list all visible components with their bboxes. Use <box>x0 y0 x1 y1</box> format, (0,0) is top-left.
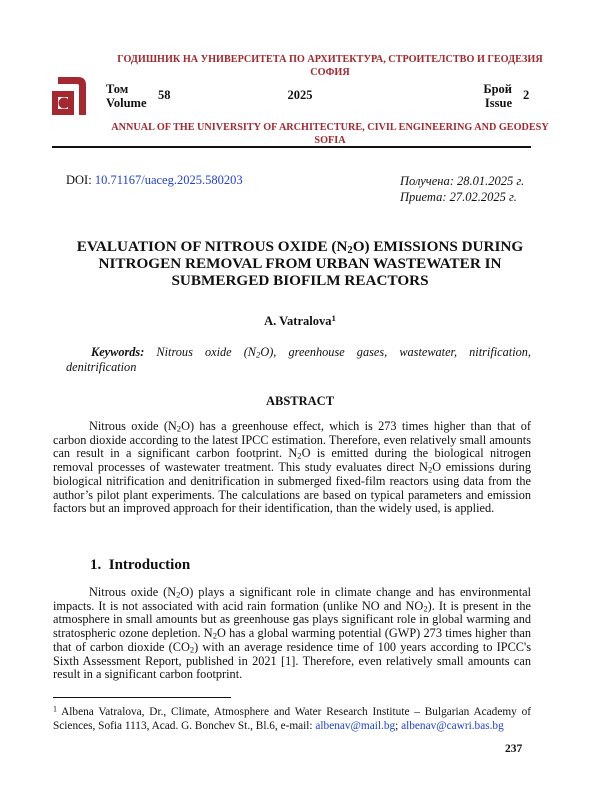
author-footnote-mark[interactable]: 1 <box>331 313 336 324</box>
subscript: 2 <box>427 464 433 475</box>
subscript: 2 <box>176 423 182 434</box>
email-separator: ; <box>395 719 402 732</box>
accepted-date: Приета: 27.02.2025 г. <box>400 190 517 204</box>
abstract-heading: ABSTRACT <box>265 394 335 408</box>
received-date: Получена: 28.01.2025 г. <box>400 174 525 188</box>
issue-label-en: Issue <box>484 96 512 110</box>
text-run: Nitrous oxide (N <box>89 585 177 599</box>
volume-label-bg: Том <box>106 82 129 96</box>
text-run: O is emitted during the biological nitrogen removal processes of wastewater treatment. This study evaluates direct N <box>53 446 531 475</box>
title-line-2: NITROGEN REMOVAL FROM URBAN WASTEWATER IN <box>98 255 502 272</box>
author-name: A. Vatralova <box>264 314 332 328</box>
keywords-subscript: 2 <box>256 349 261 360</box>
introduction-text <box>53 586 531 682</box>
journal-city-en: SOFIA <box>314 135 346 146</box>
footnote-mark: 1 <box>53 704 57 714</box>
journal-title-en-line: ANNUAL OF THE UNIVERSITY OF ARCHITECTURE, CIVIL ENGINEERING AND GEODESY <box>111 122 549 133</box>
keywords-text: Nitrous oxide (N <box>156 345 256 359</box>
subscript: 2 <box>176 589 181 600</box>
title-line-1 <box>60 238 540 255</box>
journal-title-en <box>100 121 560 147</box>
journal-city-bg: СОФИЯ <box>310 67 350 78</box>
footnote-divider <box>53 697 231 698</box>
text-run: O emissions during biological nitrification and denitrification in submerged fixed-film reactors using data from the author’s pilot plant experiments. The calculations are based on typical parameters and emission factors but an improved approach for their identification, than the widely used, is applied. <box>53 460 531 516</box>
header-divider <box>52 146 531 148</box>
issue-number: 2 <box>523 88 530 102</box>
text-run: ) with an average residence time of 100 years according to IPCC's Sixth Assessment Report, published in 2021 [1]. Therefore, even relatively small amounts can result in a significant carbon footprint. <box>53 639 531 682</box>
journal-title-bg-line: ГОДИШНИК НА УНИВЕРСИТЕТА ПО АРХИТЕКТУРА, СТРОИТЕЛСТВО И ГЕОДЕЗИЯ <box>117 54 543 65</box>
keywords-text: O), greenhouse gases, wastewater, nitrification, denitrification <box>66 345 531 374</box>
abstract-text <box>53 420 531 516</box>
subscript: 2 <box>423 603 428 614</box>
title-line-3: SUBMERGED BIOFILM REACTORS <box>171 272 429 289</box>
section-heading-introduction: 1. Introduction <box>90 557 191 573</box>
doi-label: DOI: <box>66 173 92 187</box>
footnote <box>53 706 531 733</box>
text-run: O) has a greenhouse effect, which is 273 times higher than that of carbon dioxide according to the latest IPCC estimation. Therefore, even relatively small amounts can result in a significant carbon footprint. N <box>53 419 531 461</box>
issue-label <box>480 82 512 110</box>
text-run: Nitrous oxide (N <box>89 419 177 433</box>
footnote-text: Albena Vatralova, Dr., Climate, Atmosphere and Water Research Institute – Bulgarian Academy of Sciences, Sofia 1113, Acad. G. Bonchev St., Bl.6, e-mail: <box>53 706 531 732</box>
title-text: EVALUATION OF NITROUS OXIDE (N <box>76 238 348 255</box>
subscript: 2 <box>212 630 217 641</box>
issue-label-bg: Брой <box>483 82 512 96</box>
volume-label-en: Volume <box>106 96 147 110</box>
email-link-2[interactable]: albenav@cawri.bas.bg <box>401 719 504 732</box>
doi <box>66 173 243 188</box>
keywords-label: Keywords: <box>91 345 145 359</box>
page-number: 237 <box>505 743 523 755</box>
email-link-1[interactable]: albenav@mail.bg <box>315 719 396 732</box>
submission-dates <box>400 173 524 205</box>
title-text: O) EMISSIONS DURING <box>352 238 524 255</box>
text-run: O has a global warming potential (GWP) 273 times higher than that of carbon dioxide (CO <box>53 626 531 654</box>
title-subscript: 2 <box>347 245 353 257</box>
doi-link[interactable]: 10.71167/uaceg.2025.580203 <box>94 173 243 187</box>
volume-number: 58 <box>158 88 171 102</box>
text-run: O) plays a significant role in climate change and has environmental impacts. It is not associated with acid rain formation (unlike NO and NO <box>53 585 531 613</box>
publication-year: 2025 <box>287 88 313 102</box>
subscript: 2 <box>189 644 195 655</box>
article-title <box>60 238 540 289</box>
subscript: 2 <box>297 451 302 462</box>
text-run: ). It is present in the atmosphere in small amounts but as greenhouse gas plays significant role in global warming and stratospheric ozone depletion. N <box>53 598 532 641</box>
author <box>0 314 600 329</box>
journal-title-bg <box>100 53 560 79</box>
keywords <box>66 345 531 374</box>
